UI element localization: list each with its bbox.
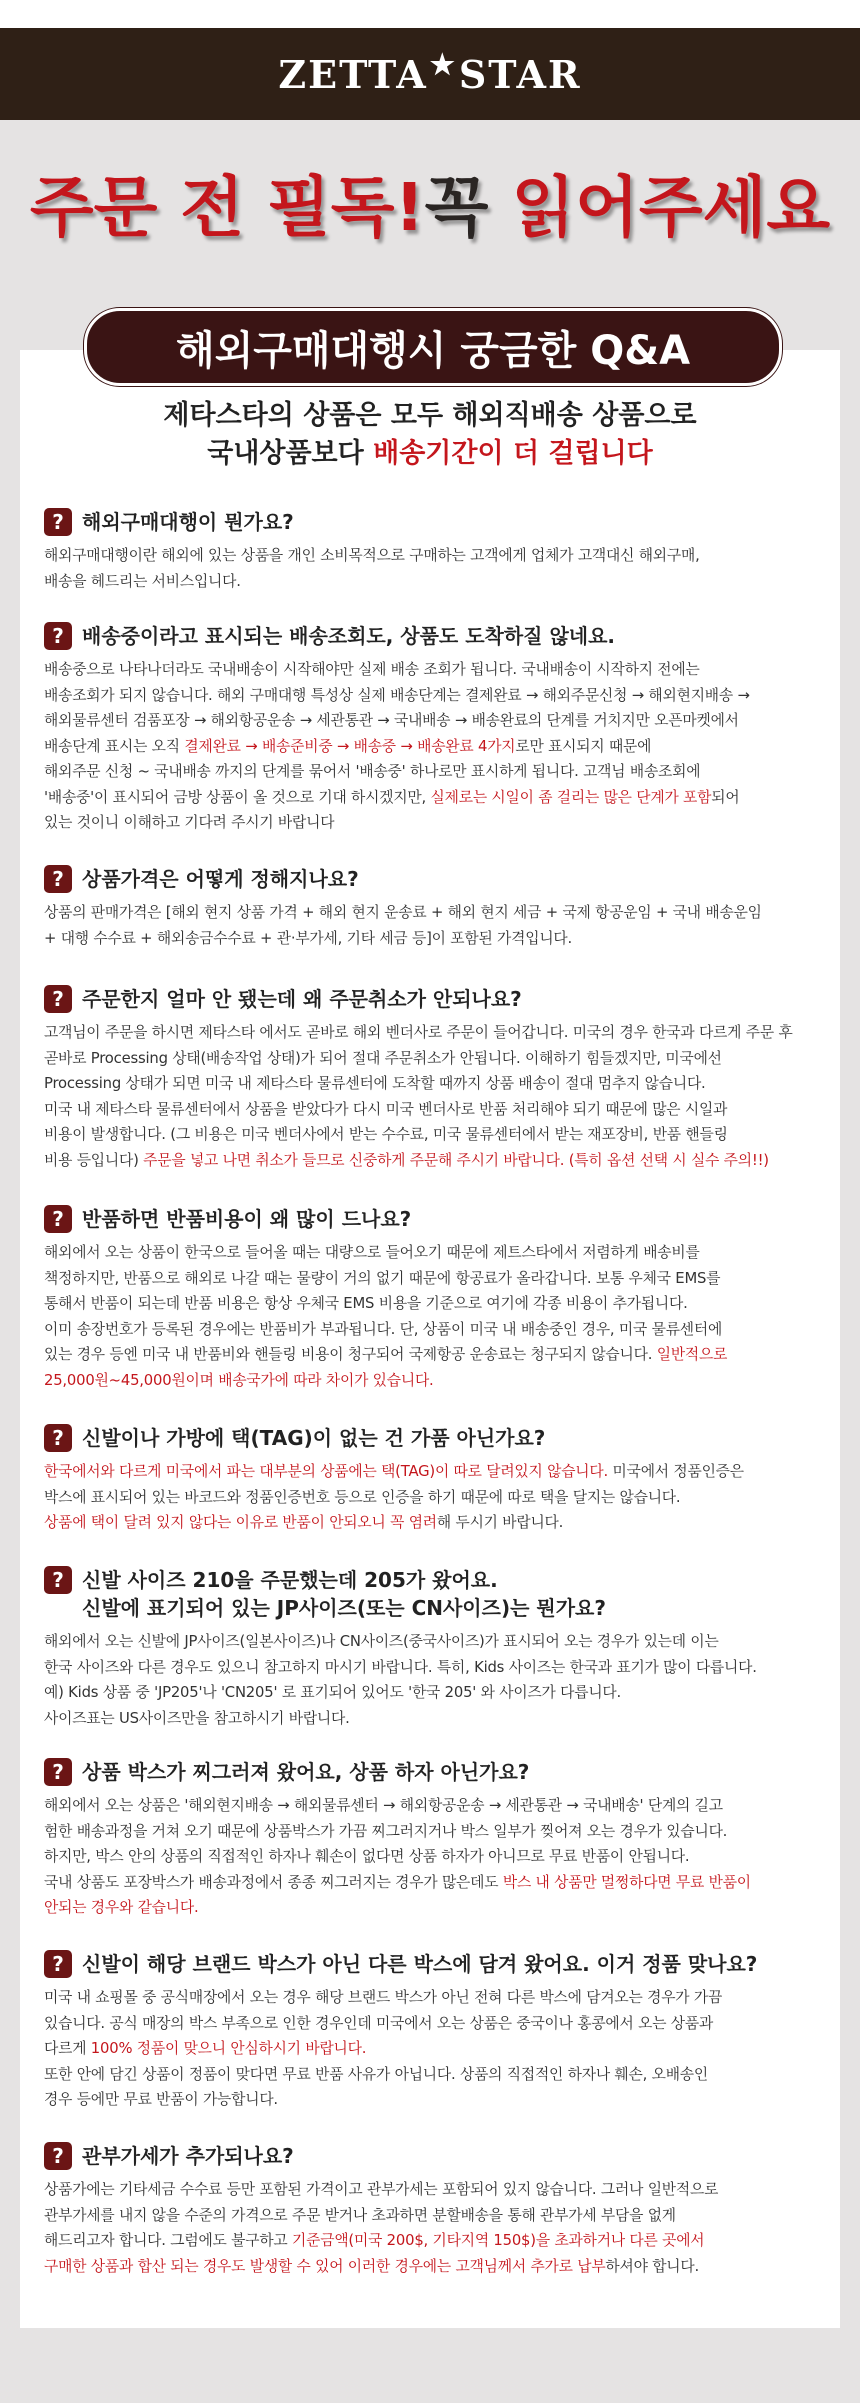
qa-item [44,985,834,1173]
answer-highlight: 주문을 넣고 나면 취소가 들므로 신중하게 주문해 주시기 바랍니다. (특히 옵션 선택 시 실수 주의!!) [143,1151,769,1169]
question-mark-icon: ? [44,1205,72,1233]
qa-question-text: 관부가세가 추가되나요? [82,2144,294,2168]
qa-answer [44,1985,834,2113]
qa-answer [44,1459,834,1536]
qa-question [44,985,834,1013]
qa-question-text: 반품하면 반품비용이 왜 많이 드나요? [82,1207,412,1231]
qa-question [44,2142,834,2170]
answer-highlight: 상품에 택이 달려 있지 않다는 이유로 반품이 안되오니 꼭 염려 [44,1514,437,1531]
answer-text: 되어 있는 것이니 이해하고 기다려 주시기 바랍니다 [44,788,740,831]
qa-question-text: 상품 박스가 찌그러져 왔어요, 상품 하자 아닌가요? [82,1760,530,1784]
qa-question-text: 신발이 해당 브랜드 박스가 아닌 다른 박스에 담겨 왔어요. 이거 정품 맞나요? [82,1952,758,1976]
answer-text: 상품가에는 기타세금 수수료 등만 포함된 가격이고 관부가세는 포함되어 있지 않습니다. 그러나 일반적으로 관부가세를 내지 않을 수준의 가격으로 주문 받거나 초과하면 분할배송을 통해 관부가세 부담을 없게 해드리고자 합니다. 그럼에도 불구하고 [44,2181,719,2249]
answer-highlight: 한국에서와 다르게 미국에서 파는 대부분의 상품에는 택(TAG)이 따로 달려있지 않습니다. [44,1463,608,1480]
qa-question [44,1424,834,1452]
question-mark-icon: ? [44,508,72,536]
answer-highlight: 박스 내 상품만 멀쩡하다면 무료 반품이 안되는 경우와 같습니다. [44,1873,751,1916]
logo-text-right: STAR [458,51,582,97]
headline-dark: 꼭 [424,169,512,246]
qa-answer [44,1629,834,1731]
qa-item [44,1566,834,1731]
page-headline [0,160,860,256]
answer-text: 미국에서 정품인증은 박스에 표시되어 있는 바코드와 정품인증번호 등으로 인증을 하기 때문에 따로 택을 달지는 않습니다. [44,1463,744,1506]
qa-answer [44,657,834,836]
question-mark-icon: ? [44,865,72,893]
qa-answer [44,1020,834,1173]
qa-answer [44,543,834,594]
qa-question [44,1205,834,1233]
qa-item [44,2142,834,2279]
intro-line-2-highlight: 배송기간이 더 걸립니다 [373,438,653,469]
question-mark-icon: ? [44,1566,72,1594]
answer-text: 하셔야 합니다. [605,2257,699,2275]
question-mark-icon: ? [44,2142,72,2170]
answer-text: 고객님이 주문을 하시면 제타스타 에서도 곧바로 해외 벤더사로 주문이 들어갑니다. 미국의 경우 한국과 다르게 주문 후 곧바로 Processing 상태(배송작업 상태)가 되어 절대 주문취소가 안됩니다. 이해하기 힘들겠지만, 미국에선 Processing 상태가 되면 미국 내 제타스타 물류센터에 도착할 때까지 상품 배송이 절대 멈추지 않습니다. 미국 내 제타스타 물류센터에서 상품을 받았다가 다시 미국 벤더사로 반품 처리해야 되기 때문에 많은 시일과 비용이 발생합니다. (그 비용은 미국 벤더사에서 받는 수수료, 미국 물류센터에서 받는 재포장비, 반품 핸들링 비용 등입니다) [44,1024,793,1169]
qa-answer [44,2177,834,2279]
question-mark-icon: ? [44,1424,72,1452]
qa-question-text: 주문한지 얼마 안 됐는데 왜 주문취소가 안되나요? [82,987,522,1011]
answer-highlight: 100% 정품이 맞으니 안심하시기 바랍니다. [90,2040,367,2057]
qa-item [44,1950,834,2113]
question-mark-icon: ? [44,622,72,650]
qa-question-text: 상품가격은 어떻게 정해지나요? [82,867,359,891]
qa-item [44,1758,834,1921]
answer-text: 상품의 판매가격은 [해외 현지 상품 가격 + 해외 현지 운송료 + 해외 현지 세금 + 국제 항공운임 + 국내 배송운임 + 대행 수수료 + 해외송금수수료 + 관·부가세, 기타 세금 등]이 포함된 가격입니다. [44,904,762,947]
qa-item [44,1424,834,1536]
qa-question [44,1950,834,1978]
brand-header [0,28,860,120]
qa-item [44,622,834,836]
answer-highlight: 일반적으로 25,000원~45,000원이며 배송국가에 따라 차이가 있습니다. [44,1346,728,1389]
headline-red-2: 읽어주세요 [511,169,831,246]
answer-text: 해외에서 오는 상품은 '해외현지배송 → 해외물류센터 → 해외항공운송 → 세관통관 → 국내배송' 단계의 길고 험한 배송과정을 거쳐 오기 때문에 상품박스가 가끔 찌그러지거나 박스 일부가 찢어져 오는 경우가 있습니다. 하지만, 박스 안의 상품의 직접적인 하자나 훼손이 없다면 상품 하자가 아니므로 무료 반품이 안됩니다. 국내 상품도 포장박스가 배송과정에서 종종 찌그러지는 경우가 많은데도 [44,1797,728,1891]
qa-question-text: 신발이나 가방에 택(TAG)이 없는 건 가품 아닌가요? [82,1426,546,1450]
qa-question [44,1566,834,1622]
intro-line-2-prefix: 국내상품보다 [207,438,374,469]
qa-question-text: 해외구매대행이 뭔가요? [82,510,294,534]
qa-question-text: 신발 사이즈 210을 주문했는데 205가 왔어요. 신발에 표기되어 있는 JP사이즈(또는 CN사이즈)는 뭔가요? [82,1568,606,1620]
answer-text: 또한 안에 담긴 상품이 정품이 맞다면 무료 반품 사유가 아닙니다. 상품의 직접적인 하자나 훼손, 오배송인 경우 등에만 무료 반품이 가능합니다. [44,2065,708,2108]
qa-item [44,508,834,594]
answer-text: 해외에서 오는 상품이 한국으로 들어올 때는 대량으로 들어오기 때문에 제트스타에서 저렴하게 배송비를 책정하지만, 반품으로 해외로 나갈 때는 물량이 거의 없기 때문에 항공료가 올라갑니다. 보통 우체국 EMS를 통해서 반품이 되는데 반품 비용은 항상 우체국 EMS 비용을 기준으로 여기에 각종 비용이 추가됩니다. 이미 송장번호가 등록된 경우에는 반품비가 부과됩니다. 단, 상품이 미국 내 배송중인 경우, 미국 물류센터에 있는 경우 등엔 미국 내 반품비와 핸들링 비용이 청구되어 국제항공 운송료는 청구되지 않습니다. [44,1244,723,1363]
answer-text: 해외구매대행이란 해외에 있는 상품을 개인 소비목적으로 구매하는 고객에게 업체가 고객대신 해외구매, 배송을 헤드리는 서비스입니다. [44,547,700,590]
answer-text: 미국 내 쇼핑몰 중 공식매장에서 오는 경우 해당 브랜드 박스가 아닌 전혀 다른 박스에 담겨오는 경우가 가끔 있습니다. 공식 매장의 박스 부족으로 인한 경우인데 미국에서 오는 상품은 중국이나 홍콩에서 오는 상품과 다르게 [44,1989,723,2057]
answer-highlight: 결제완료 → 배송준비중 → 배송중 → 배송완료 4가지 [184,737,516,755]
answer-text: 해외에서 오는 신발에 JP사이즈(일본사이즈)나 CN사이즈(중국사이즈)가 표시되어 오는 경우가 있는데 이는 한국 사이즈와 다른 경우도 있으니 참고하지 마시기 바랍니다. 특히, Kids 사이즈는 한국과 표기가 많이 다릅니다. 예) Kids 상품 중 'JP205'나 'CN205' 로 표기되어 있어도 '한국 205' 와 사이즈가 다릅니다. 사이즈표는 US사이즈만을 참고하시기 바랍니다. [44,1633,757,1727]
brand-logo [278,47,582,97]
intro-notice [20,397,840,473]
qa-question [44,622,834,650]
qa-item [44,865,834,951]
question-mark-icon: ? [44,985,72,1013]
qa-question [44,1758,834,1786]
answer-text: 해 두시기 바랍니다. [436,1514,564,1531]
answer-text: 배송중으로 나타나더라도 국내배송이 시작해야만 실제 배송 조회가 됩니다. 국내배송이 시작하지 전에는 배송조회가 되지 않습니다. 해외 구매대행 특성상 실제 배송단계는 결제완료 → 해외주문신청 → 해외현지배송 → 해외물류센터 검품포장 → 해외항공운송 → 세관통관 → 국내배송 → 배송완료의 단계를 거치지만 오픈마켓에서 배송단계 표시는 오직 [44,661,750,755]
answer-text: 로만 표시되지 때문에 해외주문 신청 ~ 국내배송 까지의 단계를 묶어서 '배송중' 하나로만 표시하게 됩니다. 고객님 배송조회에 '배송중'이 표시되어 금방 상품이 올 것으로 기대 하시겠지만, [44,737,701,806]
qa-question [44,865,834,893]
qa-answer [44,1793,834,1921]
star-icon: ★ [429,47,457,81]
intro-line-2 [20,435,840,473]
intro-line-1: 제타스타의 상품은 모두 해외직배송 상품으로 [163,400,697,431]
question-mark-icon: ? [44,1950,72,1978]
headline-red-1: 주문 전 필독! [29,169,425,246]
question-mark-icon: ? [44,1758,72,1786]
logo-text-left: ZETTA [278,51,428,97]
qa-question [44,508,834,536]
qa-answer [44,1240,834,1393]
top-strip [0,0,860,28]
qa-question-text: 배송중이라고 표시되는 배송조회도, 상품도 도착하질 않네요. [82,624,616,648]
qa-banner: 해외구매대행시 궁금한 Q&A [84,308,782,386]
answer-highlight: 기준금액(미국 200$, 기타지역 150$)을 초과하거나 다른 곳에서 구매한 상품과 합산 되는 경우도 발생할 수 있어 이러한 경우에는 고객님께서 추가로 납부 [44,2232,705,2275]
qa-answer [44,900,834,951]
qa-item [44,1205,834,1393]
answer-highlight: 실제로는 시일이 좀 걸리는 많은 단계가 포함 [430,788,712,806]
